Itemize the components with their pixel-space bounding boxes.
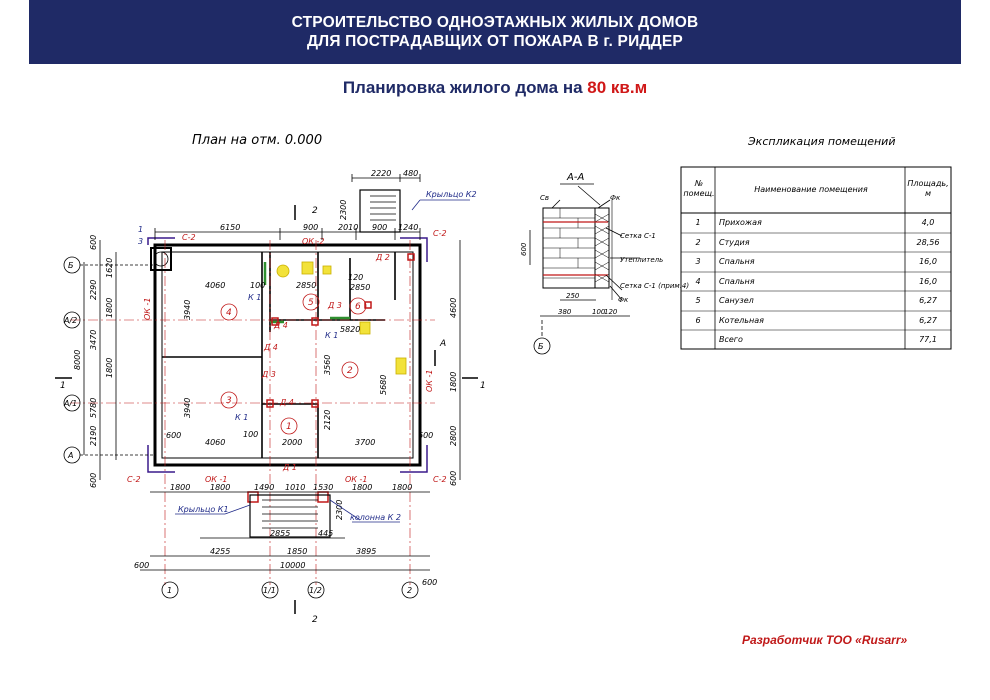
dim-inner-600-left: 600 bbox=[166, 431, 182, 440]
axis-letter-a2: А/2 bbox=[64, 316, 78, 325]
label-column-k2: колонна К 2 bbox=[350, 513, 401, 522]
dim-left-5780: 5780 bbox=[89, 397, 98, 418]
developer-prefix: Разработчик ТОО bbox=[742, 633, 856, 647]
dim-inner-120: 120 bbox=[348, 273, 364, 282]
dim-inner-100-top: 100 bbox=[250, 281, 266, 290]
explication-title: Экспликация помещений bbox=[748, 135, 896, 148]
row-area: 4,0 bbox=[921, 218, 935, 227]
section-dim-120: 120 bbox=[604, 308, 618, 316]
row-room-number: 6 bbox=[695, 316, 701, 325]
section-label-insulation: Утеплитель bbox=[620, 256, 664, 264]
axis-number-1: 1 bbox=[167, 586, 173, 595]
explication-headers bbox=[681, 167, 951, 213]
left-dimension-chain bbox=[73, 235, 116, 488]
header-area: Площадь, м bbox=[907, 179, 949, 198]
door-label-d2: Д 2 bbox=[376, 253, 390, 262]
label-porch-k2: Крыльцо К2 bbox=[426, 190, 477, 199]
explication-row bbox=[681, 233, 951, 252]
dim-bottom-2855: 2855 bbox=[270, 529, 291, 538]
section-mark-1-right: 1 bbox=[480, 381, 486, 391]
window-label-ok1-right: ОК -1 bbox=[425, 369, 434, 392]
row-room-name: Котельная bbox=[719, 316, 764, 325]
explication-row bbox=[681, 272, 951, 291]
door-label-d1: Д 1 bbox=[283, 463, 297, 472]
door-label-d4-low: Д 4 bbox=[280, 398, 294, 407]
label-k1-top: К 1 bbox=[248, 293, 262, 302]
axis-number-1-1: 1/1 bbox=[263, 586, 276, 595]
dim-right-4600: 4600 bbox=[449, 297, 458, 318]
dim-inner-2850-b: 2850 bbox=[350, 283, 371, 292]
row-room-number: 4 bbox=[695, 277, 701, 286]
section-label-fk-top: Фк bbox=[610, 194, 621, 202]
row-room-name: Спальня bbox=[719, 277, 755, 286]
dim-left-1800-b: 1800 bbox=[105, 357, 114, 378]
section-label-fk-bottom: Фк bbox=[618, 296, 629, 304]
dim-left-1620: 1620 bbox=[105, 257, 114, 278]
dim-inner-2850-a: 2850 bbox=[296, 281, 317, 290]
window-label-ok1-left: ОК -1 bbox=[143, 297, 152, 320]
row-room-number: 2 bbox=[695, 238, 701, 247]
subtitle-area: 80 кв.м bbox=[587, 78, 648, 97]
dim-porch-k1-height: 2300 bbox=[335, 499, 344, 520]
dim-top-900-b: 900 bbox=[372, 223, 388, 232]
label-c2-top-right: С-2 bbox=[433, 229, 447, 238]
row-area: 6,27 bbox=[919, 316, 937, 325]
dim-inner-2000: 2000 bbox=[282, 438, 303, 447]
explication-row bbox=[681, 311, 951, 330]
dim-porch-2220: 2220 bbox=[371, 169, 392, 178]
dim-inner-3940-bottom: 3940 bbox=[183, 397, 192, 418]
axis-letter-b: Б bbox=[68, 261, 74, 270]
dim-inner-2120: 2120 bbox=[323, 409, 332, 430]
right-dimension-chain bbox=[449, 240, 460, 486]
dim-bottom-1800-a: 1800 bbox=[170, 483, 191, 492]
row-room-name: Спальня bbox=[719, 257, 755, 266]
label-c2-bottom-left: С-2 bbox=[127, 475, 141, 484]
dim-inner-3700: 3700 bbox=[355, 438, 376, 447]
explication-row bbox=[681, 291, 951, 311]
door-label-d4-mid: Д 4 bbox=[264, 343, 278, 352]
dim-top-2010: 2010 bbox=[338, 223, 359, 232]
explication-row bbox=[681, 213, 951, 233]
door-label-d4-top: Д 4 bbox=[274, 321, 288, 330]
axis-number-markers bbox=[162, 582, 418, 598]
dim-top-1240: 1240 bbox=[398, 223, 419, 232]
label-k1-bottom: К 1 bbox=[235, 413, 249, 422]
room-5-number: 5 bbox=[308, 298, 314, 308]
row-room-number: 1 bbox=[695, 218, 701, 227]
plan-title: План на отм. 0.000 bbox=[192, 133, 323, 148]
dim-inner-4060-bottom: 4060 bbox=[205, 438, 226, 447]
dim-inner-3940-top: 3940 bbox=[183, 299, 192, 320]
row-room-number: 5 bbox=[695, 296, 701, 305]
row-room-name: Всего bbox=[719, 335, 743, 344]
row-room-name: Прихожая bbox=[719, 218, 762, 227]
dim-inner-5820: 5820 bbox=[340, 325, 361, 334]
window-label-ok1-bottom-right: ОК -1 bbox=[345, 475, 368, 484]
explication-row bbox=[681, 330, 951, 349]
section-dim-380: 380 bbox=[558, 308, 572, 316]
dim-porch-480: 480 bbox=[403, 169, 419, 178]
dim-left-8000: 8000 bbox=[73, 349, 82, 370]
label-porch-k1: Крыльцо К1 bbox=[178, 505, 229, 514]
dim-bottom-1850: 1850 bbox=[287, 547, 308, 556]
label-c2-top-left: С-2 bbox=[182, 233, 196, 242]
section-dim-100: 100 bbox=[592, 308, 606, 316]
section-label-mesh-c1: Сетка С-1 bbox=[620, 232, 656, 240]
label-k1-mid: К 1 bbox=[325, 331, 339, 340]
subtitle-prefix: Планировка жилого дома на bbox=[342, 78, 583, 97]
dim-bottom-3895: 3895 bbox=[356, 547, 377, 556]
row-area: 28,56 bbox=[916, 238, 940, 247]
header-room-number: № помещ. bbox=[683, 179, 715, 198]
dim-left-2290: 2290 bbox=[89, 279, 98, 300]
section-title: А-А bbox=[567, 172, 585, 183]
dim-bottom-1800-d: 1800 bbox=[392, 483, 413, 492]
row-area: 6,27 bbox=[919, 296, 937, 305]
dim-inner-600-right: 600 bbox=[418, 431, 434, 440]
dim-bottom-445: 445 bbox=[318, 529, 334, 538]
section-mark-2-bottom: 2 bbox=[312, 615, 318, 625]
room-1-number: 1 bbox=[286, 422, 292, 432]
row-room-number: 3 bbox=[695, 257, 701, 266]
door-label-d3-mid: Д 3 bbox=[262, 370, 276, 379]
dim-bottom-1800-b: 1800 bbox=[210, 483, 231, 492]
axis-lines bbox=[70, 240, 438, 587]
room-4-number: 4 bbox=[226, 308, 232, 318]
dim-bottom-4255: 4255 bbox=[210, 547, 231, 556]
dim-top-6150: 6150 bbox=[220, 223, 241, 232]
dim-left-3470: 3470 bbox=[89, 329, 98, 350]
developer-name: «Rusarr» bbox=[855, 633, 908, 647]
dim-inner-5680: 5680 bbox=[379, 374, 388, 395]
section-a-a bbox=[520, 172, 689, 354]
axis-letter-a: А bbox=[68, 451, 74, 460]
dim-bottom-600-right: 600 bbox=[422, 578, 438, 587]
row-room-name: Студия bbox=[719, 238, 750, 247]
door-label-d3-top: Д 3 bbox=[328, 301, 342, 310]
section-label-mesh-c1-note: Сетка С-1 (прим.4) bbox=[620, 282, 690, 290]
label-c2-bottom-right: С-2 bbox=[433, 475, 447, 484]
header-room-name: Наименование помещения bbox=[754, 185, 868, 194]
developer-credit bbox=[742, 633, 907, 647]
axis-number-1-2: 1/2 bbox=[309, 586, 322, 595]
dim-left-1800: 1800 bbox=[105, 297, 114, 318]
explication-row bbox=[681, 252, 951, 272]
section-mark-a: А bbox=[440, 339, 447, 349]
dim-bottom-1010: 1010 bbox=[285, 483, 306, 492]
room-3-number: 3 bbox=[226, 396, 232, 406]
dim-inner-3560: 3560 bbox=[323, 354, 332, 375]
dim-left-600-top: 600 bbox=[89, 234, 98, 250]
dim-right-600: 600 bbox=[449, 470, 458, 486]
dim-right-1800: 1800 bbox=[449, 371, 458, 392]
section-dim-250: 250 bbox=[566, 292, 580, 300]
section-axis-b: Б bbox=[538, 342, 544, 351]
dim-right-2800: 2800 bbox=[449, 425, 458, 446]
axis-letter-a1: А/1 bbox=[64, 399, 78, 408]
dim-porch-k2-height: 2300 bbox=[339, 199, 348, 220]
dim-bottom-1490: 1490 bbox=[254, 483, 275, 492]
bottom-dimension-chains bbox=[134, 483, 437, 587]
row-area: 16,0 bbox=[919, 277, 937, 286]
section-dim-600: 600 bbox=[520, 242, 528, 256]
dim-bottom-600-left: 600 bbox=[134, 561, 150, 570]
section-mark-1-left: 1 bbox=[60, 381, 66, 391]
section-mark-2-top: 2 bbox=[312, 206, 318, 216]
dim-inner-4060-top: 4060 bbox=[205, 281, 226, 290]
window-label-ok2: ОК -2 bbox=[302, 237, 325, 246]
dim-left-600-bottom: 600 bbox=[89, 472, 98, 488]
window-label-ok1-bottom-left: ОК -1 bbox=[205, 475, 228, 484]
dim-top-900-a: 900 bbox=[303, 223, 319, 232]
header-line-2: ДЛЯ ПОСТРАДАВЩИХ ОТ ПОЖАРА В г. РИДДЕР bbox=[307, 33, 683, 50]
dim-bottom-total-10000: 10000 bbox=[280, 561, 306, 570]
header-line-1: СТРОИТЕЛЬСТВО ОДНОЭТАЖНЫХ ЖИЛЫХ ДОМОВ bbox=[291, 14, 699, 31]
room-2-number: 2 bbox=[347, 366, 353, 376]
dim-inner-100-bottom: 100 bbox=[243, 430, 259, 439]
row-room-name: Санузел bbox=[719, 296, 754, 305]
axis-number-2: 2 bbox=[407, 586, 413, 595]
section-label-sv: Св bbox=[540, 194, 550, 202]
dim-left-2190: 2190 bbox=[89, 425, 98, 446]
dim-bottom-1800-c: 1800 bbox=[352, 483, 373, 492]
room-6-number: 6 bbox=[355, 302, 361, 312]
row-area: 77,1 bbox=[919, 335, 937, 344]
label-one-top: 1 bbox=[138, 225, 144, 234]
row-area: 16,0 bbox=[919, 257, 937, 266]
dim-bottom-1530: 1530 bbox=[313, 483, 334, 492]
label-three-top: 3 bbox=[138, 237, 144, 246]
